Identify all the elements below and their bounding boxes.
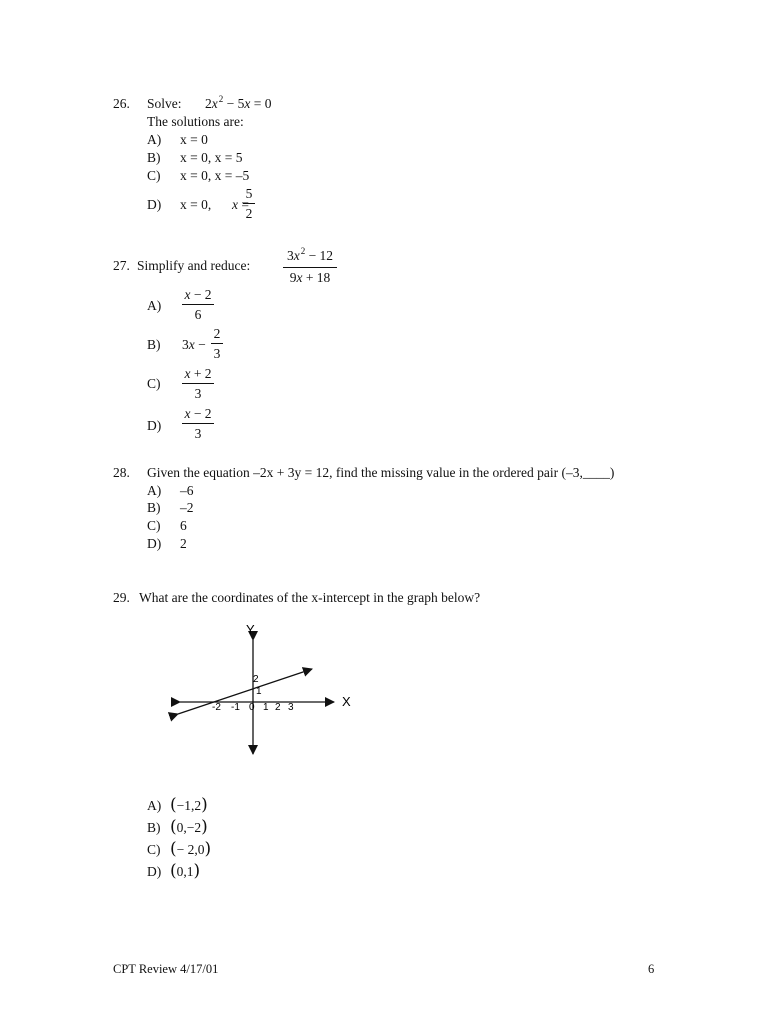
q28-choice-b-text: –2 xyxy=(180,500,194,515)
q27-den-rest: + 18 xyxy=(302,270,331,285)
q29-choice-a-text xyxy=(170,795,208,815)
q27-num-coef: 3 xyxy=(286,248,294,263)
y-axis-label: Y xyxy=(246,622,255,637)
q28-prompt: Given the equation –2x + 3y = 12, find the missing value in the ordered pair (–3,____) xyxy=(147,465,615,480)
q26-d-frac-num: 5 xyxy=(245,186,253,201)
q27-choice-d-letter: D) xyxy=(147,418,162,433)
x-axis-label: X xyxy=(342,694,351,709)
q27-d-var: x xyxy=(184,406,191,421)
y-tick-label: 1 xyxy=(256,686,262,697)
q29-b-coords: 0,−2 xyxy=(176,820,202,835)
q27-b-op: − xyxy=(194,337,206,352)
q29-number: 29. xyxy=(113,590,130,605)
q29-choice-a-letter: A) xyxy=(147,798,162,813)
q29-prompt: What are the coordinates of the x-intercept in the graph below? xyxy=(139,590,481,605)
paren-open: ( xyxy=(170,795,177,815)
paren-close: ) xyxy=(193,861,201,881)
q27-b-num: 2 xyxy=(213,326,221,341)
q27-number: 27. xyxy=(113,258,130,273)
q26-d-frac-den: 2 xyxy=(245,206,253,221)
q27-choice-b-letter: B) xyxy=(147,337,161,352)
q26-eq-coef: 2 xyxy=(205,96,212,111)
q26-d-eq: = xyxy=(238,197,249,212)
q26-d-var: x xyxy=(232,197,238,212)
q27-b-den: 3 xyxy=(213,346,221,361)
q29-a-coords: −1,2 xyxy=(176,798,202,813)
q28-choice-b-letter: B) xyxy=(147,500,161,515)
paren-open: ( xyxy=(170,839,177,859)
y-tick-label: 2 xyxy=(253,674,259,685)
q27-choice-c-letter: C) xyxy=(147,376,161,391)
q28-choice-a-letter: A) xyxy=(147,483,162,498)
x-tick-label: 2 xyxy=(275,702,281,713)
q27-d-rest: − 2 xyxy=(190,406,212,421)
q27-num-exp: 2 xyxy=(300,246,306,256)
q26-choice-b-letter: B) xyxy=(147,150,161,165)
x-tick-label: 0 xyxy=(249,702,255,713)
q26-choice-d-text: x = 0, xyxy=(180,197,212,212)
q27-b-var: x xyxy=(188,337,195,352)
q29-choice-b-text xyxy=(170,817,208,837)
q26-prompt: Solve: xyxy=(147,96,182,111)
paren-close: ) xyxy=(201,817,208,837)
paren-open: ( xyxy=(170,817,177,837)
q27-choice-a-letter: A) xyxy=(147,298,162,313)
footer-label: CPT Review 4/17/01 xyxy=(113,962,219,976)
q28-choice-d-letter: D) xyxy=(147,536,162,551)
q29-d-coords: 0,1 xyxy=(176,864,194,879)
q29-choice-d-text xyxy=(170,861,200,881)
q28-choice-c-text: 6 xyxy=(180,518,187,533)
q28-choice-c-letter: C) xyxy=(147,518,161,533)
paren-close: ) xyxy=(204,839,212,859)
q26-choice-a-letter: A) xyxy=(147,132,162,147)
q27-a-rest: − 2 xyxy=(190,287,212,302)
q26-choice-a-text: x = 0 xyxy=(180,132,208,147)
q27-c-var: x xyxy=(184,366,191,381)
q27-num-rest: − 12 xyxy=(305,248,334,263)
q27-num-var: x xyxy=(293,248,300,263)
q27-c-den: 3 xyxy=(194,386,202,401)
q26-eq-end: = 0 xyxy=(250,96,272,111)
q27-d-den: 3 xyxy=(194,426,202,441)
q29-choice-d-letter: D) xyxy=(147,864,162,879)
q26-choice-c-text: x = 0, x = –5 xyxy=(180,168,250,183)
q27-c-rest: + 2 xyxy=(190,366,212,381)
q26-subtitle: The solutions are: xyxy=(147,114,244,129)
q26-eq-mid: − 5 xyxy=(223,96,245,111)
q27-prompt: Simplify and reduce: xyxy=(137,258,251,273)
q26-choice-d-letter: D) xyxy=(147,197,162,212)
q28-choice-d-text: 2 xyxy=(180,536,187,551)
q29-choice-c-text xyxy=(170,839,211,859)
q27-a-var: x xyxy=(184,287,191,302)
q27-den-var: x xyxy=(296,270,303,285)
x-tick-label: 1 xyxy=(263,702,269,713)
page-number: 6 xyxy=(648,962,655,976)
paren-open: ( xyxy=(170,861,177,881)
q29-choice-b-letter: B) xyxy=(147,820,161,835)
x-tick-label: 3 xyxy=(288,702,294,713)
q29-choice-c-letter: C) xyxy=(147,842,161,857)
q28-choice-a-text: –6 xyxy=(180,483,194,498)
q26-eq-var: x xyxy=(211,96,218,111)
q26-choice-c-letter: C) xyxy=(147,168,161,183)
q27-den-coef: 9 xyxy=(289,270,297,285)
q26-eq-exp: 2 xyxy=(218,94,224,104)
x-tick-label: -2 xyxy=(212,702,221,713)
q28-number: 28. xyxy=(113,465,130,480)
x-tick-label: -1 xyxy=(231,702,240,713)
paren-close: ) xyxy=(201,795,208,815)
q26-number: 26. xyxy=(113,96,130,111)
q29-c-coords: − 2,0 xyxy=(176,842,205,857)
q26-choice-b-text: x = 0, x = 5 xyxy=(180,150,243,165)
q27-a-den: 6 xyxy=(194,307,202,322)
q27-b-coef: 3 xyxy=(182,337,189,352)
q26-eq-var2: x xyxy=(244,96,251,111)
